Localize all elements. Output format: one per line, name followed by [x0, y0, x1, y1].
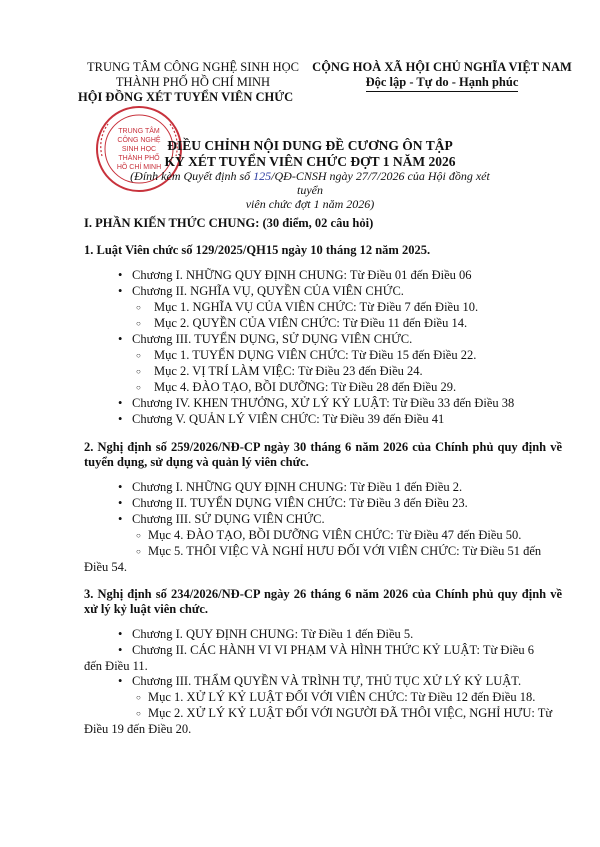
seal-text-1: TRUNG TÂM — [118, 128, 160, 135]
list-item: ○ Mục 1. NGHĨA VỤ CỦA VIÊN CHỨC: Từ Điều 7 đến Điều 10. — [84, 300, 562, 315]
list-item: • Chương III. SỬ DỤNG VIÊN CHỨC. — [84, 512, 562, 527]
subtitle-suffix: /QĐ-CNSH ngày 27/7/2026 của Hội đồng xét tuyển — [271, 169, 490, 197]
law2-list — [84, 480, 562, 575]
list-item: ○ Mục 4. ĐÀO TẠO, BỒI DƯỠNG: Từ Điều 28 đến Điều 29. — [84, 380, 562, 395]
decision-number-handwritten: 125 — [253, 169, 272, 183]
list-item: ○ Mục 1. XỬ LÝ KỶ LUẬT ĐỐI VỚI VIÊN CHỨC: Từ Điều 12 đến Điều 18. — [84, 690, 562, 705]
list-item: • Chương I. NHỮNG QUY ĐỊNH CHUNG: Từ Điều 1 đến Điều 2. — [84, 480, 562, 495]
list-item: ○ Mục 1. TUYỂN DỤNG VIÊN CHỨC: Từ Điều 15 đến Điều 22. — [84, 348, 562, 363]
list-item-continuation: Điều 19 đến Điều 20. — [84, 722, 192, 736]
nation-motto: Độc lập - Tự do - Hạnh phúc — [366, 75, 519, 92]
seal-text-3: SINH HỌC — [121, 146, 157, 153]
law1-heading: 1. Luật Viên chức số 129/2025/QH15 ngày 10 tháng 12 năm 2025. — [84, 243, 431, 257]
list-item: ○ Mục 2. XỬ LÝ KỶ LUẬT ĐỐI VỚI NGƯỜI ĐÃ THÔI VIỆC, NGHỈ HƯU: Từ — [84, 706, 562, 721]
issuer-council: HỘI ĐỒNG XÉT TUYỂN VIÊN CHỨC — [78, 90, 294, 104]
issuer-header — [78, 60, 302, 105]
law1-list — [84, 268, 562, 427]
seal-text-5: HỒ CHÍ MINH — [116, 164, 162, 171]
issuer-org-line2: THÀNH PHỐ HỒ CHÍ MINH — [115, 75, 271, 89]
law3-heading: 3. Nghị định số 234/2026/NĐ-CP ngày 26 tháng 6 năm 2026 của Chính phủ quy định về xử lý kỷ luật viên chức. — [84, 587, 562, 616]
document-subtitle — [130, 169, 490, 211]
list-item: ○ Mục 5. THÔI VIỆC VÀ NGHỈ HƯU ĐỐI VỚI VIÊN CHỨC: Từ Điều 51 đến — [84, 544, 562, 559]
seal-text-4: THÀNH PHỐ — [118, 155, 160, 162]
document-body — [84, 216, 562, 737]
list-item-continuation: đến Điều 11. — [84, 659, 148, 673]
title-line2: KỲ XÉT TUYỂN VIÊN CHỨC ĐỢT 1 NĂM 2026 — [164, 154, 456, 169]
section-heading: I. PHẦN KIẾN THỨC CHUNG: (30 điểm, 02 câu hỏi) — [84, 216, 374, 230]
law3-list — [84, 627, 562, 737]
subtitle-line2: viên chức đợt 1 năm 2026) — [245, 197, 375, 211]
list-item: • Chương II. NGHĨA VỤ, QUYỀN CỦA VIÊN CHỨC. — [84, 284, 562, 299]
subtitle-prefix: (Đính kèm Quyết định số — [130, 169, 254, 183]
list-item: • Chương IV. KHEN THƯỞNG, XỬ LÝ KỶ LUẬT: Từ Điều 33 đến Điều 38 — [84, 396, 562, 411]
list-item: ○ Mục 4. ĐÀO TẠO, BỒI DƯỠNG VIÊN CHỨC: Từ Điều 47 đến Điều 50. — [84, 528, 562, 543]
list-item: • Chương V. QUẢN LÝ VIÊN CHỨC: Từ Điều 39 đến Điều 41 — [84, 412, 562, 427]
document-title — [100, 138, 520, 170]
list-item-continuation: Điều 54. — [84, 560, 128, 574]
seal-text-2: CÔNG NGHỆ — [117, 137, 161, 144]
list-item: ○ Mục 2. VỊ TRÍ LÀM VIỆC: Từ Điều 23 đến Điều 24. — [84, 364, 562, 379]
nation-name: CỘNG HOÀ XÃ HỘI CHỦ NGHĨA VIỆT NAM — [312, 60, 572, 74]
list-item: • Chương I. NHỮNG QUY ĐỊNH CHUNG: Từ Điều 01 đến Điều 06 — [84, 268, 562, 283]
list-item: • Chương II. CÁC HÀNH VI VI PHẠM VÀ HÌNH THỨC KỶ LUẬT: Từ Điều 6 — [84, 643, 562, 658]
list-item: • Chương I. QUY ĐỊNH CHUNG: Từ Điều 1 đến Điều 5. — [84, 627, 562, 642]
law2-heading: 2. Nghị định số 259/2026/NĐ-CP ngày 30 tháng 6 năm 2026 của Chính phủ quy định về tuyển dụng, sử dụng và quản lý viên chức. — [84, 440, 562, 469]
list-item: • Chương III. TUYỂN DỤNG, SỬ DỤNG VIÊN CHỨC. — [84, 332, 562, 347]
title-line1: ĐIỀU CHỈNH NỘI DUNG ĐỀ CƯƠNG ÔN TẬP — [167, 138, 453, 153]
national-header — [302, 60, 582, 92]
list-item: • Chương III. THẨM QUYỀN VÀ TRÌNH TỰ, THỦ TỤC XỬ LÝ KỶ LUẬT. — [84, 674, 562, 689]
issuer-org-line1: TRUNG TÂM CÔNG NGHỆ SINH HỌC — [87, 60, 299, 74]
list-item: ○ Mục 2. QUYỀN CỦA VIÊN CHỨC: Từ Điều 11 đến Điều 14. — [84, 316, 562, 331]
list-item: • Chương II. TUYỂN DỤNG VIÊN CHỨC: Từ Điều 3 đến Điều 23. — [84, 496, 562, 511]
